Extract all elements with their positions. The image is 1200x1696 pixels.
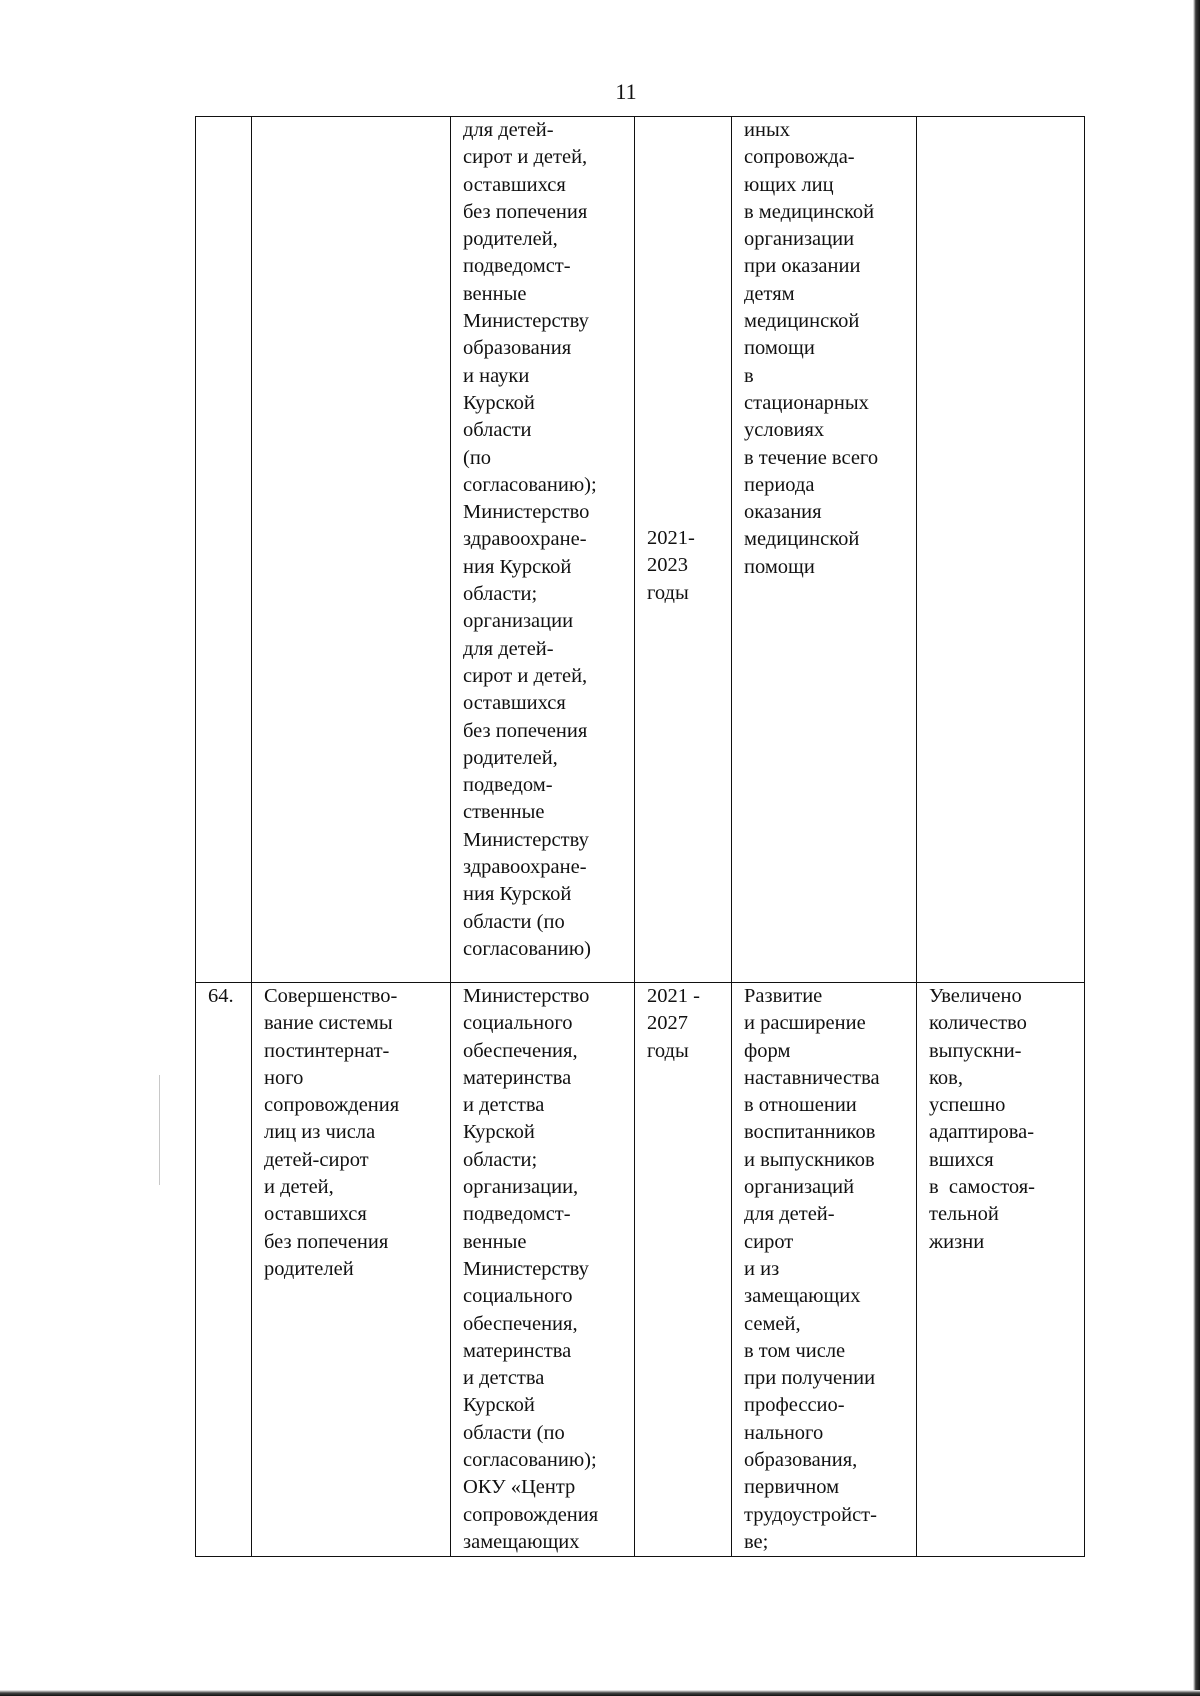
table-row-continuation (196, 117, 1085, 983)
cell-period: 2021 - 2027 годы (635, 983, 732, 1557)
cell-event: Совершенство- вание системы постинтернат- ного сопровождения лиц из числа детей-сирот и детей, оставшихся без попечения родителей (252, 983, 451, 1557)
cell-content: Развитие и расширение форм наставничества в отношении воспитанников и выпускников организаций для детей- сирот и из замещающих семей, в том числе при получении профессио- нального образования, первичном трудоустройст- ве; (732, 983, 917, 1557)
table-row-64 (196, 983, 1085, 1557)
cell-result: Увеличено количество выпускни- ков, успешно адаптирова- вшихся в самостоя- тельной жизни (917, 983, 1085, 1557)
cell-result (917, 117, 1085, 983)
cell-event (252, 117, 451, 983)
scan-edge-bottom (0, 1690, 1200, 1696)
plan-table (195, 116, 1085, 1557)
cell-period: 2021- 2023 годы (635, 117, 732, 983)
page-number: 11 (615, 79, 637, 104)
scan-mark (159, 1075, 160, 1185)
cell-executors: для детей- сирот и детей, оставшихся без попечения родителей, подведомст- венные Министерству образования и науки Курской области (по согласованию); Министерство здравоохране- ния Курской области; организации для детей- сирот и детей, оставшихся без попечения родителей, подведом- ственные Министерству здравоохране- ния Курской области (по согласованию) (451, 117, 635, 983)
cell-number: 64. (196, 983, 252, 1557)
cell-executors: Министерство социального обеспечения, материнства и детства Курской области; организации, подведомст- венные Министерству социального обеспечения, материнства и детства Курской области (по согласованию); ОКУ «Центр сопровождения замещающих (451, 983, 635, 1557)
scan-edge-right (1193, 0, 1200, 1696)
cell-content: иных сопровожда- ющих лиц в медицинской организации при оказании детям медицинской помощи в стационарных условиях в течение всего периода оказания медицинской помощи (732, 117, 917, 983)
cell-number (196, 117, 252, 983)
